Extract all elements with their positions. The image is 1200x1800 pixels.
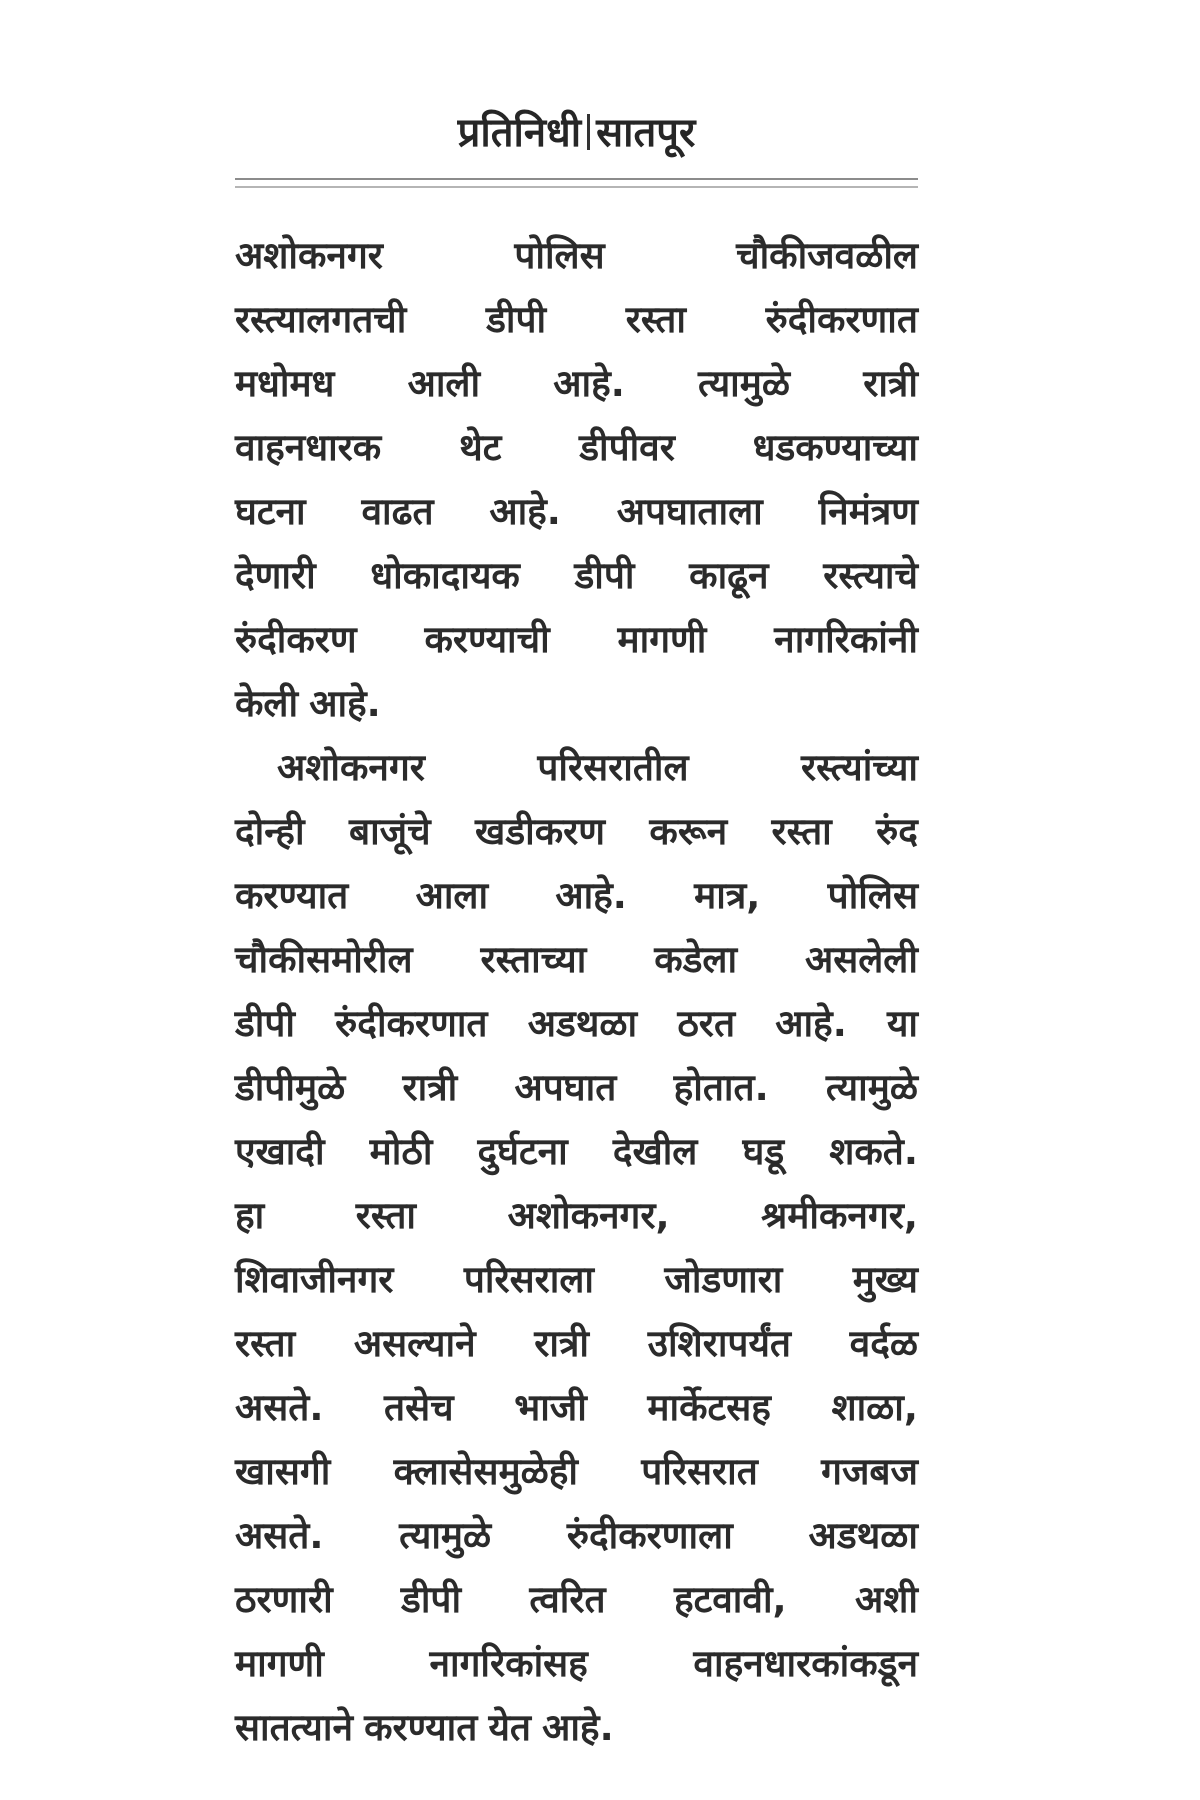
article-word: रस्त्यांच्या bbox=[801, 746, 918, 789]
article-word: पोलिस bbox=[827, 874, 918, 917]
article-word: मागणी bbox=[235, 1642, 324, 1685]
article-line bbox=[235, 1504, 918, 1568]
article-word: मोठी bbox=[369, 1130, 433, 1173]
article-word: नागरिकांनी bbox=[774, 618, 918, 661]
article-word: मुख्य bbox=[852, 1258, 918, 1301]
article-word: वाहनधारक bbox=[235, 426, 382, 469]
article-word: अडथळा bbox=[808, 1514, 918, 1557]
article-word: सातत्याने bbox=[235, 1706, 353, 1749]
article-word: असते. bbox=[235, 1386, 324, 1429]
article-word: शिवाजीनगर bbox=[235, 1258, 394, 1301]
article-word: डीपी bbox=[574, 554, 635, 597]
article-line bbox=[235, 864, 918, 928]
article-word: आला bbox=[415, 874, 489, 917]
article-word: मात्र, bbox=[694, 874, 761, 917]
article-word: रस्त्याचे bbox=[823, 554, 918, 597]
article-word: बाजूंचे bbox=[348, 810, 431, 853]
article-word: असलेली bbox=[804, 938, 918, 981]
article-word: भाजी bbox=[514, 1386, 587, 1429]
article-word: निमंत्रण bbox=[818, 490, 918, 533]
article-word: रुंदीकरणात bbox=[765, 298, 918, 341]
article-word: अडथळा bbox=[527, 1002, 638, 1045]
article-word: रस्त्यालगतची bbox=[235, 298, 407, 341]
article-line bbox=[235, 1184, 918, 1248]
article-line bbox=[235, 1632, 918, 1696]
article-line bbox=[235, 672, 918, 736]
article-word: ठरत bbox=[677, 1002, 736, 1045]
article-word: करण्याची bbox=[424, 618, 550, 661]
article-word: अपघाताला bbox=[616, 490, 763, 533]
article-word: रात्री bbox=[402, 1066, 458, 1109]
article-word: शकते. bbox=[829, 1130, 918, 1173]
article-word: दुर्घटना bbox=[477, 1130, 568, 1173]
article-word: अशोकनगर, bbox=[507, 1194, 670, 1237]
article-word: ठरणारी bbox=[235, 1578, 333, 1621]
article-line bbox=[235, 224, 918, 288]
article-paragraph bbox=[235, 736, 918, 1749]
article-word: या bbox=[886, 1002, 918, 1045]
article-word: रस्ता bbox=[355, 1194, 416, 1237]
article-line bbox=[235, 736, 918, 800]
article-line bbox=[235, 352, 918, 416]
article-word: श्रमीकनगर, bbox=[761, 1194, 918, 1237]
article-line bbox=[235, 1120, 918, 1184]
article-word: परिसरातील bbox=[537, 746, 689, 789]
article-word: परिसरात bbox=[641, 1450, 758, 1493]
article-word: डीपी bbox=[486, 298, 547, 341]
article-word: वाहनधारकांकडून bbox=[693, 1642, 918, 1685]
article-word: केली bbox=[235, 682, 299, 725]
article-word: अपघात bbox=[514, 1066, 617, 1109]
article-line bbox=[235, 544, 918, 608]
article-word: मागणी bbox=[617, 618, 707, 661]
article-word: रुंद bbox=[876, 810, 918, 853]
article-word: चौकीसमोरील bbox=[235, 938, 413, 981]
article-word: देणारी bbox=[235, 554, 316, 597]
article-word: खासगी bbox=[235, 1450, 331, 1493]
article-word: आली bbox=[407, 362, 481, 405]
article-line bbox=[235, 1376, 918, 1440]
article-word: रात्री bbox=[534, 1322, 590, 1365]
article-line bbox=[235, 1696, 918, 1749]
article-word: अशोकनगर bbox=[277, 746, 425, 789]
dateline-author: प्रतिनिधी bbox=[457, 110, 582, 156]
article-word: वाढत bbox=[361, 490, 434, 533]
article-word: असते. bbox=[235, 1514, 324, 1557]
article-word: हटवावी, bbox=[673, 1578, 787, 1621]
article-word: रस्ता bbox=[235, 1322, 296, 1365]
article-word: चौकीजवळील bbox=[736, 234, 918, 277]
article-line bbox=[235, 992, 918, 1056]
dateline-place: सातपूर bbox=[596, 110, 696, 156]
article-word: परिसराला bbox=[463, 1258, 594, 1301]
article-line bbox=[235, 1440, 918, 1504]
article-word: करण्यात bbox=[235, 874, 349, 917]
article-word: त्वरित bbox=[529, 1578, 606, 1621]
article-word: उशिरापर्यंत bbox=[647, 1322, 791, 1365]
article-word: आहे. bbox=[489, 490, 561, 533]
article-line bbox=[235, 416, 918, 480]
article-word: देखील bbox=[612, 1130, 698, 1173]
article-line bbox=[235, 1056, 918, 1120]
article-word: येत bbox=[488, 1706, 532, 1749]
article-word: अशोकनगर bbox=[235, 234, 383, 277]
article-line bbox=[235, 800, 918, 864]
article-line bbox=[235, 1312, 918, 1376]
article-paragraph bbox=[235, 224, 918, 736]
article-word: आहे. bbox=[555, 874, 627, 917]
heading-rule bbox=[235, 178, 918, 188]
article-line bbox=[235, 608, 918, 672]
article-word: घडू bbox=[742, 1130, 785, 1173]
article-word: रुंदीकरणात bbox=[335, 1002, 488, 1045]
article-word: रुंदीकरणाला bbox=[566, 1514, 733, 1557]
article-word: रस्ताच्या bbox=[480, 938, 587, 981]
article-line bbox=[235, 1248, 918, 1312]
article-word: खडीकरण bbox=[475, 810, 605, 853]
article-word: रस्ता bbox=[625, 298, 686, 341]
article-word: रात्री bbox=[863, 362, 918, 405]
article-line bbox=[235, 288, 918, 352]
article-word: आहे. bbox=[542, 1706, 614, 1749]
article-line bbox=[235, 928, 918, 992]
article-word: जोडणारा bbox=[664, 1258, 783, 1301]
article-word: तसेच bbox=[384, 1386, 454, 1429]
article-word: घटना bbox=[235, 490, 306, 533]
article-word: डीपी bbox=[235, 1002, 295, 1045]
article-word: नागरिकांसह bbox=[429, 1642, 588, 1685]
article-word: डीपीवर bbox=[579, 426, 675, 469]
article-word: धोकादायक bbox=[370, 554, 520, 597]
article-word: रुंदीकरण bbox=[235, 618, 357, 661]
article-word: दोन्ही bbox=[235, 810, 305, 853]
article-word: रस्ता bbox=[771, 810, 832, 853]
article-word: एखादी bbox=[235, 1130, 325, 1173]
article-word: करण्यात bbox=[364, 1706, 478, 1749]
article-word: कडेला bbox=[654, 938, 738, 981]
article-word: असल्याने bbox=[353, 1322, 476, 1365]
article-word: त्यामुळे bbox=[697, 362, 791, 405]
article-word: मार्केटसह bbox=[647, 1386, 771, 1429]
article-word: गजबज bbox=[821, 1450, 918, 1493]
article-word: डीपीमुळे bbox=[235, 1066, 346, 1109]
article-word: आहे. bbox=[775, 1002, 847, 1045]
article-word: आहे. bbox=[309, 682, 381, 725]
dateline-separator bbox=[587, 114, 590, 150]
article-word: धडकण्याच्या bbox=[752, 426, 918, 469]
article-word: करून bbox=[649, 810, 728, 853]
news-column bbox=[235, 98, 918, 1749]
article-word: आहे. bbox=[553, 362, 625, 405]
article-line bbox=[235, 480, 918, 544]
article-word: त्यामुळे bbox=[825, 1066, 918, 1109]
article-word: क्लासेसमुळेही bbox=[393, 1450, 578, 1493]
article-word: अशी bbox=[854, 1578, 918, 1621]
article-word: त्यामुळे bbox=[399, 1514, 492, 1557]
article-word: शाळा, bbox=[831, 1386, 918, 1429]
article-word: डीपी bbox=[401, 1578, 462, 1621]
article-word: काढून bbox=[689, 554, 769, 597]
article-word: वर्दळ bbox=[849, 1322, 918, 1365]
article-word: पोलिस bbox=[514, 234, 605, 277]
article-word: होतात. bbox=[673, 1066, 769, 1109]
article-word: मधोमध bbox=[235, 362, 335, 405]
article-word: थेट bbox=[459, 426, 502, 469]
article-line bbox=[235, 1568, 918, 1632]
article-word: हा bbox=[235, 1194, 265, 1237]
dateline bbox=[235, 98, 918, 168]
article-body bbox=[235, 224, 918, 1749]
